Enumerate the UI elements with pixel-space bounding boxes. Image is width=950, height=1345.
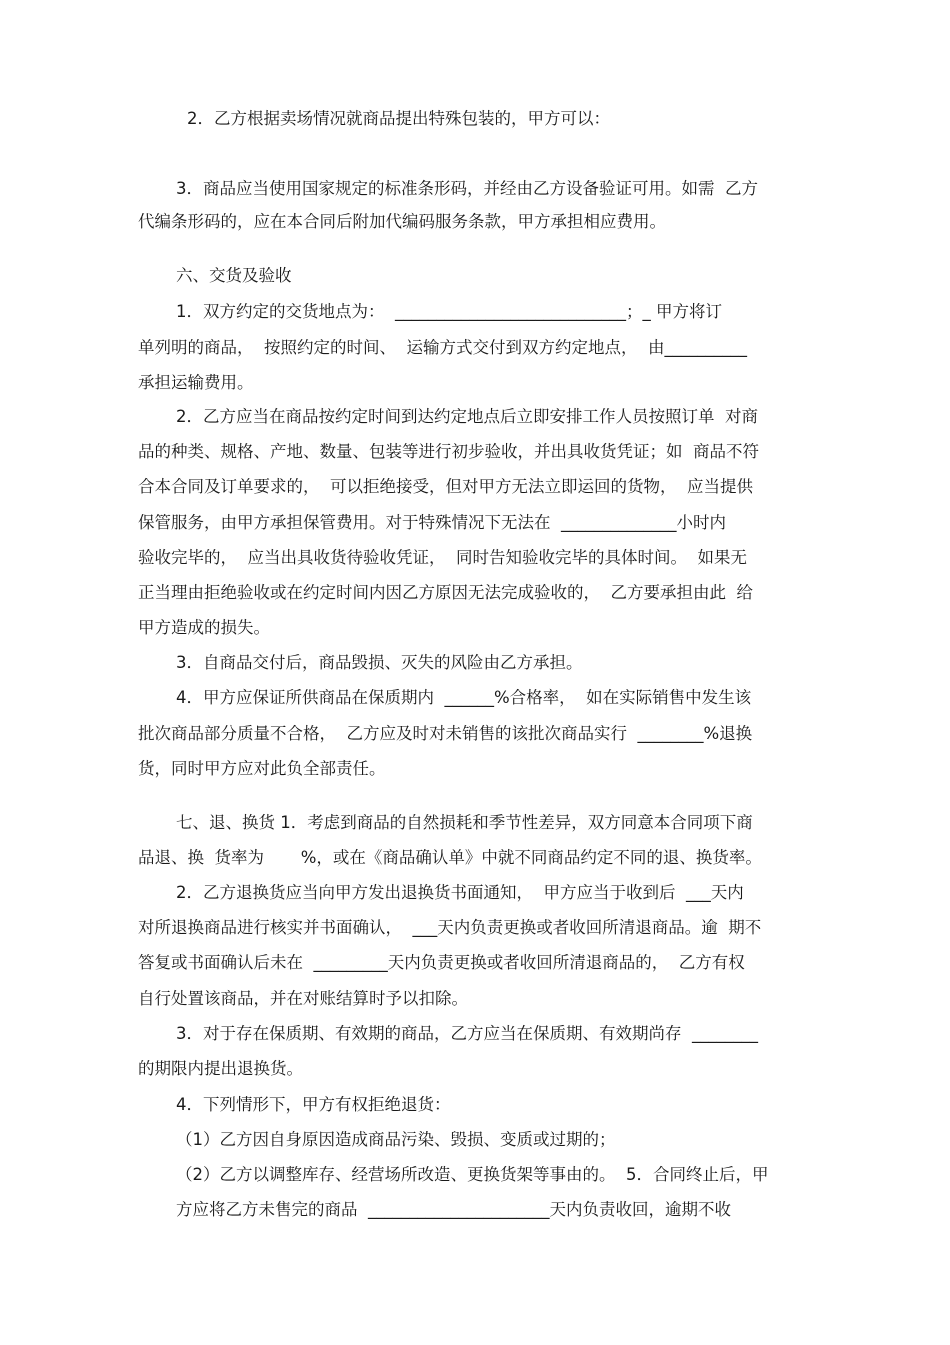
section-heading: 七、退、换货 1．考虑到商品的自然损耗和季节性差异，双方同意本合同项下商 — [176, 813, 753, 832]
text-line: 2．乙方根据卖场情况就商品提出特殊包装的，甲方可以： — [187, 109, 610, 128]
text-line: 自行处置该商品，并在对账结算时予以扣除。 — [138, 989, 468, 1008]
text-line: （1）乙方因自身原因造成商品污染、毁损、变质或过期的； — [176, 1130, 616, 1149]
text-line: 2．乙方应当在商品按约定时间到达约定地点后立即安排工作人员按照订单 对商 — [176, 407, 758, 426]
text-line: 品退、换 货率为 %，或在《商品确认单》中就不同商品约定不同的退、换货率。 — [138, 848, 762, 867]
text-line: 合本合同及订单要求的， 可以拒绝接受，但对甲方无法立即运回的货物， 应当提供 — [138, 477, 753, 496]
text-line: 3．对于存在保质期、有效期的商品，乙方应当在保质期、有效期尚存 ________ — [176, 1024, 758, 1043]
section-heading: 六、交货及验收 — [176, 266, 292, 285]
text-line: 单列明的商品， 按照约定的时间、 运输方式交付到双方约定地点， 由__________ — [138, 338, 747, 357]
text-line: 2．乙方退换货应当向甲方发出退换货书面通知， 甲方应当于收到后 ___天内 — [176, 883, 744, 902]
text-line: 答复或书面确认后未在 _________天内负责更换或者收回所清退商品的， 乙方有权 — [138, 953, 745, 972]
text-line: 货，同时甲方应对此负全部责任。 — [138, 759, 386, 778]
text-line: 品的种类、规格、产地、数量、包装等进行初步验收，并出具收货凭证；如 商品不符 — [138, 442, 759, 461]
text-line: 4．甲方应保证所供商品在保质期内 ______%合格率， 如在实际销售中发生该 — [176, 688, 752, 707]
text-line: 保管服务，由甲方承担保管费用。对于特殊情况下无法在 ______________小时内 — [138, 513, 726, 532]
text-line: 3．自商品交付后，商品毁损、灭失的风险由乙方承担。 — [176, 653, 583, 672]
text-line: 正当理由拒绝验收或在约定时间内因乙方原因无法完成验收的， 乙方要承担由此 给 — [138, 583, 753, 602]
text-line: 1．双方约定的交货地点为： ____________________________；_ 甲方将订 — [176, 302, 722, 321]
text-line: 承担运输费用。 — [138, 373, 254, 392]
text-line: 对所退换商品进行核实并书面确认， ___天内负责更换或者收回所清退商品。逾 期不 — [138, 918, 762, 937]
text-line: 代编条形码的，应在本合同后附加代编码服务条款，甲方承担相应费用。 — [138, 212, 666, 231]
text-line: （2）乙方以调整库存、经营场所改造、更换货架等事由的。 5．合同终止后，甲 — [176, 1165, 769, 1184]
text-line: 验收完毕的， 应当出具收货待验收凭证， 同时告知验收完毕的具体时间。 如果无 — [138, 548, 747, 567]
text-line: 4．下列情形下，甲方有权拒绝退货： — [176, 1095, 451, 1114]
text-line: 的期限内提出退换货。 — [138, 1059, 303, 1078]
text-line: 甲方造成的损失。 — [138, 618, 270, 637]
text-line: 3．商品应当使用国家规定的标准条形码，并经由乙方设备验证可用。如需 乙方 — [176, 179, 758, 198]
text-line: 批次商品部分质量不合格， 乙方应及时对未销售的该批次商品实行 ________%退换 — [138, 724, 753, 743]
text-line: 方应将乙方未售完的商品 ______________________天内负责收回，逾期不收 — [176, 1200, 731, 1219]
